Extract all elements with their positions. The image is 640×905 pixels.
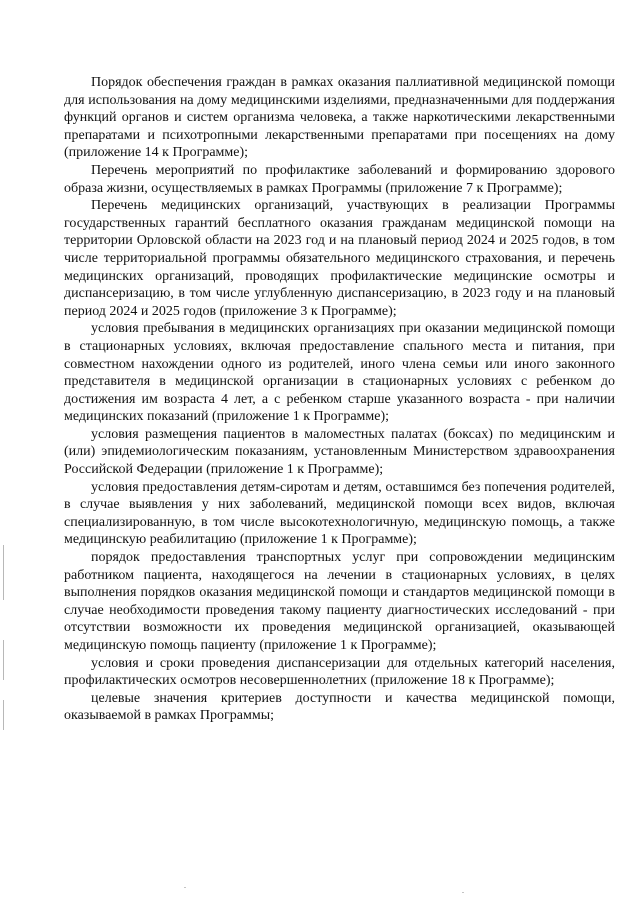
document-body <box>64 74 615 725</box>
paragraph-dispensarization: условия и сроки проведения диспансеризации для отдельных категорий населения, профилактических осмотров несовершеннолетних (приложение 18 к Программе); <box>64 655 615 689</box>
paragraph-palliative-care: Порядок обеспечения граждан в рамках оказания паллиативной медицинской помощи для использования на дому медицинскими изделиями, предназначенными для поддержания функций органов и систем организма человека, а также наркотическими лекарственными препаратами и психотропными лекарственными препаратами при посещениях на дому (приложение 14 к Программе); <box>64 75 615 161</box>
paragraph-target-criteria: целевые значения критериев доступности и качества медицинской помощи, оказываемой в рамках Программы; <box>64 690 615 724</box>
paragraph-small-ward-placement: условия размещения пациентов в маломестных палатах (боксах) по медицинским и (или) эпидемиологическим показаниям, установленным Министерством здравоохранения Российской Федерации (приложение 1 к Программе); <box>64 426 615 478</box>
paragraph-transport-services: порядок предоставления транспортных услуг при сопровождении медицинским работником пациента, находящегося на лечении в стационарных условиях, в целях выполнения порядков оказания медицинской помощи и стандартов медицинской помощи в случае необходимости проведения такому пациенту диагностических исследований - при отсутствии возможности их проведения медицинской организацией, оказывающей медицинскую помощь пациенту (приложение 1 к Программе); <box>64 550 615 653</box>
paragraph-prevention-measures: Перечень мероприятий по профилактике заболеваний и формированию здорового образа жизни, осуществляемых в рамках Программы (приложение 7 к Программе); <box>64 162 615 196</box>
paragraph-orphans-care: условия предоставления детям-сиротам и детям, оставшимся без попечения родителей, в случае выявления у них заболеваний, медицинской помощи всех видов, включая специализированную, в том числе высокотехнологичную, медицинскую помощь, а также медицинскую реабилитацию (приложение 1 к Программе); <box>64 479 615 548</box>
paragraph-hospital-stay-conditions: условия пребывания в медицинских организациях при оказании медицинской помощи в стационарных условиях, включая предоставление спального места и питания, при совместном нахождении одного из родителей, иного члена семьи или иного законного представителя в медицинской организации в стационарных условиях с ребенком до достижения им возраста 4 лет, а с ребенком старше указанного возраста - при наличии медицинских показаний (приложение 1 к Программе); <box>64 321 615 425</box>
scan-edge-mark <box>3 640 4 680</box>
paragraph-medical-organizations: Перечень медицинских организаций, участвующих в реализации Программы государственных гарантий бесплатного оказания гражданам медицинской помощи на территории Орловской области на 2023 год и на плановый период 2024 и 2025 годов, в том числе территориальной программы обязательного медицинского страхования, и перечень медицинских организаций, проводящих профилактические медицинские осмотры и диспансеризацию, в том числе углубленную диспансеризацию, в 2023 году и на плановый период 2024 и 2025 годов (приложение 3 к Программе); <box>64 198 615 319</box>
scan-dust <box>462 892 464 893</box>
scan-edge-mark <box>3 545 4 600</box>
scan-dust <box>184 887 186 888</box>
scan-edge-mark <box>3 700 4 730</box>
